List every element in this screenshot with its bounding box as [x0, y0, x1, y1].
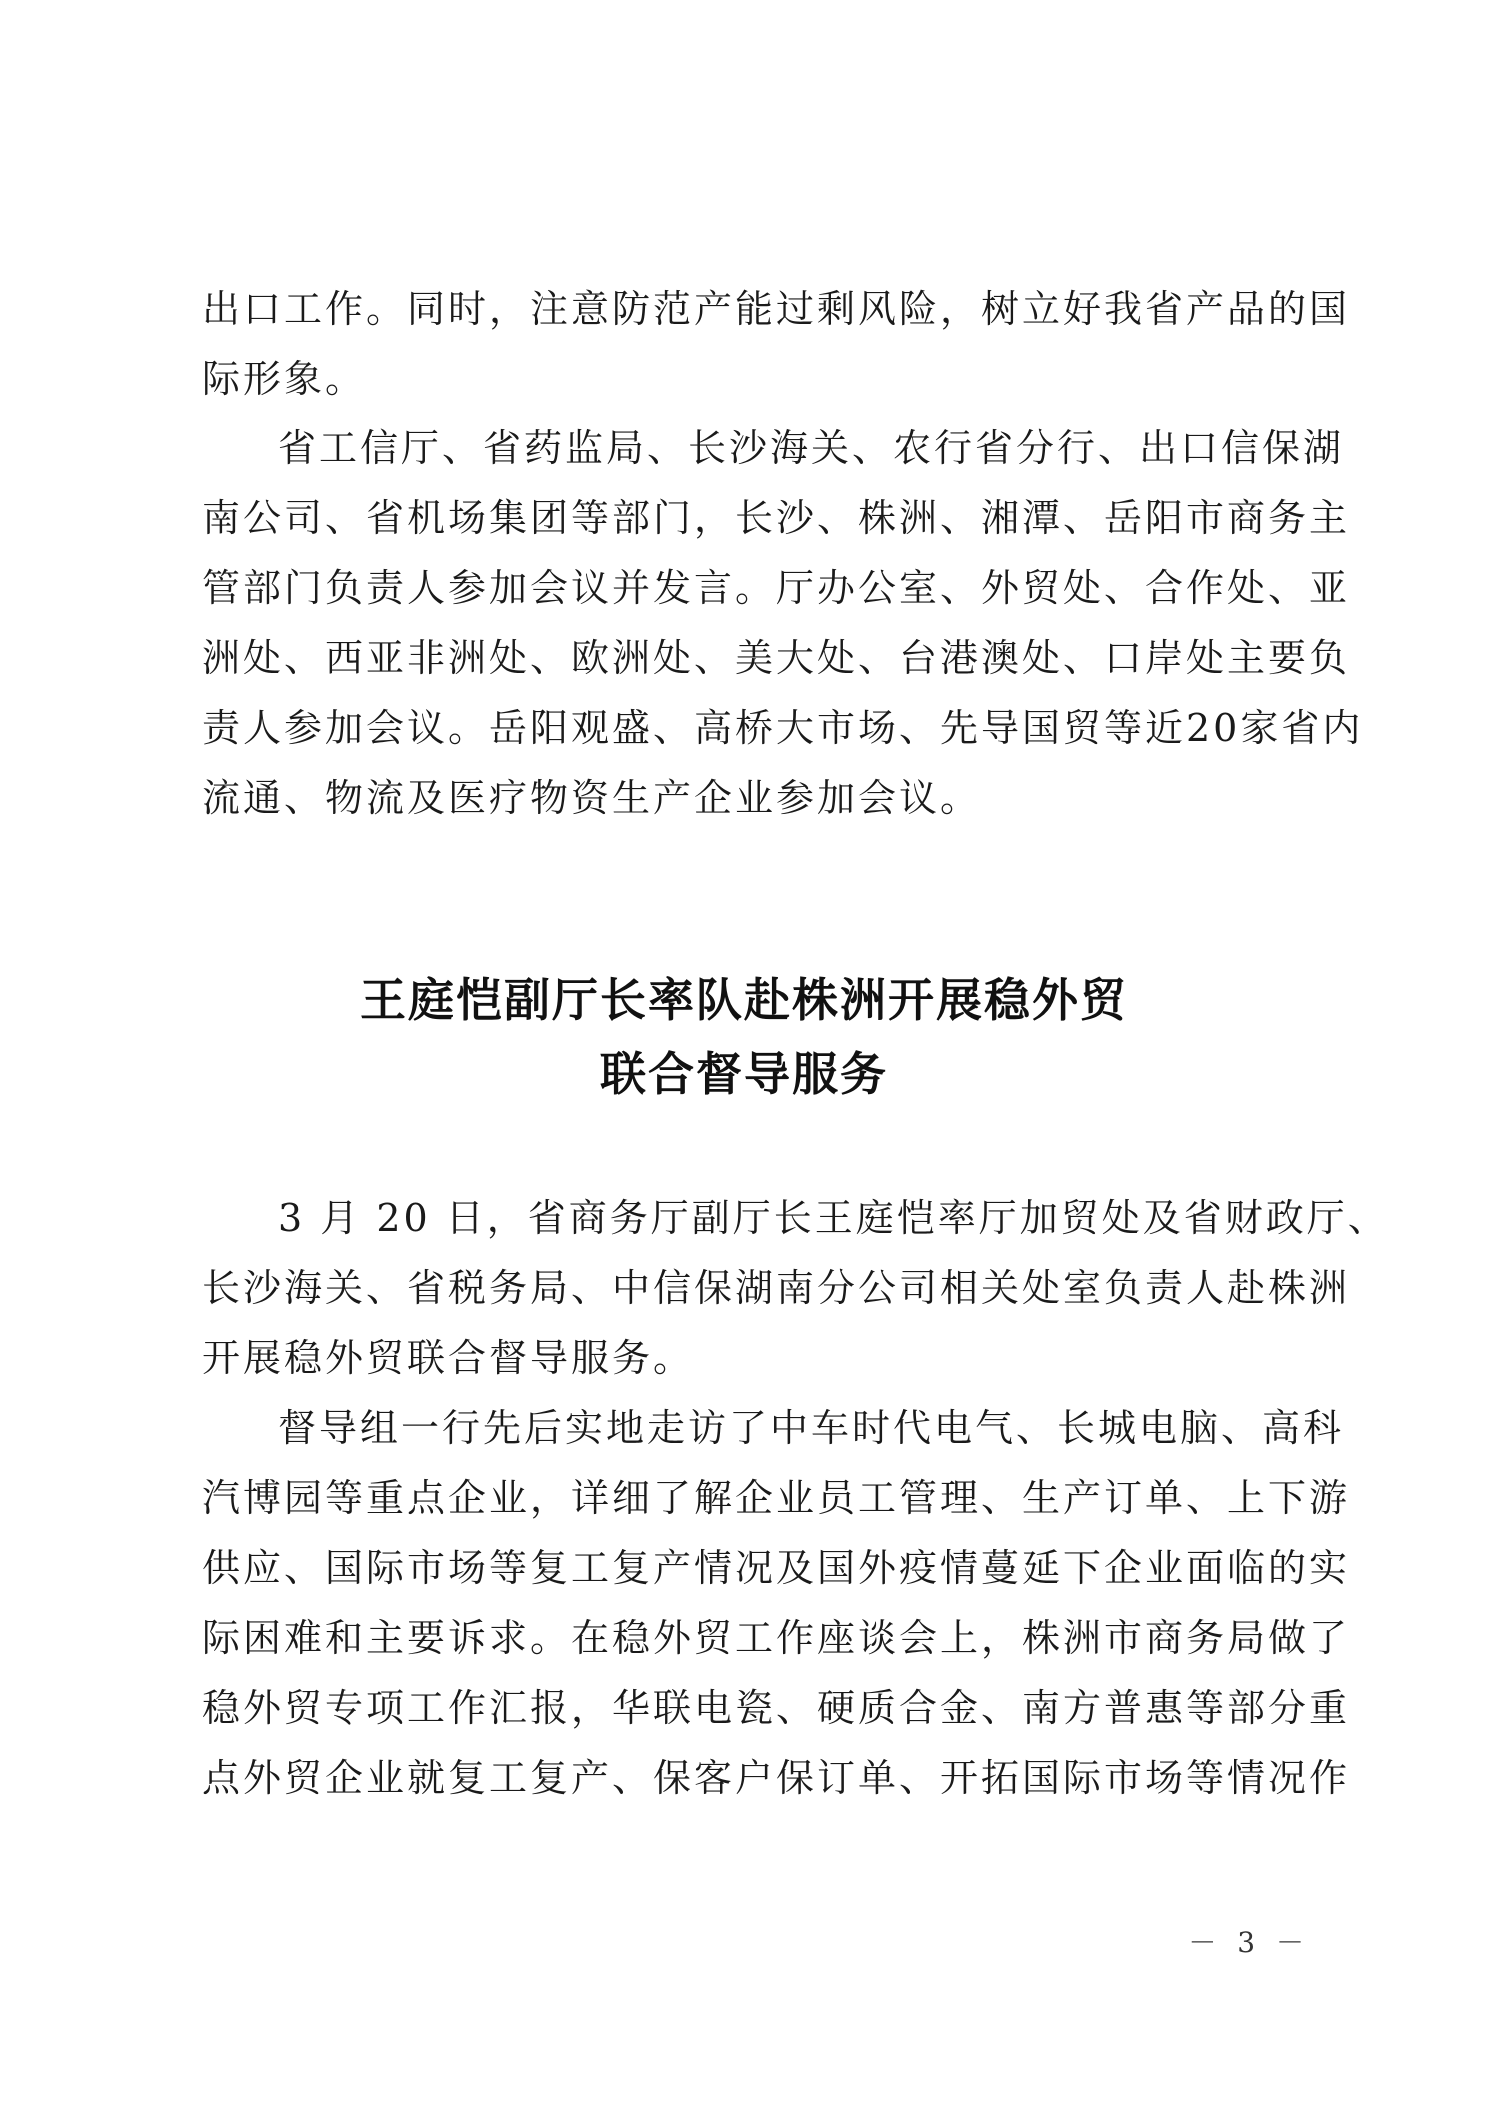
article-heading-line-2: 联合督导服务 [600, 1047, 888, 1101]
paragraph-4-line-2: 汽博园等重点企业，详细了解企业员工管理、生产订单、上下游 [202, 1476, 1351, 1520]
paragraph-4-line-6: 点外贸企业就复工复产、保客户保订单、开拓国际市场等情况作 [202, 1756, 1351, 1800]
paragraph-4-line-4: 际困难和主要诉求。在稳外贸工作座谈会上，株洲市商务局做了 [202, 1616, 1351, 1660]
paragraph-1-line-1: 出口工作。同时，注意防范产能过剩风险，树立好我省产品的国 [202, 287, 1351, 331]
paragraph-4-line-3: 供应、国际市场等复工复产情况及国外疫情蔓延下企业面临的实 [202, 1546, 1351, 1590]
paragraph-2-line-1: 省工信厅、省药监局、长沙海关、农行省分行、出口信保湖 [278, 426, 1345, 470]
paragraph-4-line-5: 稳外贸专项工作汇报，华联电瓷、硬质合金、南方普惠等部分重 [202, 1686, 1351, 1730]
paragraph-3-line-1: 3 月 20 日，省商务厅副厅长王庭恺率厅加贸处及省财政厅、 [278, 1196, 1389, 1240]
paragraph-2-line-4: 洲处、西亚非洲处、欧洲处、美大处、台港澳处、口岸处主要负 [202, 636, 1351, 680]
paragraph-2-line-3: 管部门负责人参加会议并发言。厅办公室、外贸处、合作处、亚 [202, 566, 1351, 610]
paragraph-3-line-2: 长沙海关、省税务局、中信保湖南分公司相关处室负责人赴株洲 [202, 1266, 1351, 1310]
page-number: － 3 － [1188, 1926, 1310, 1959]
paragraph-2-line-5: 责人参加会议。岳阳观盛、高桥大市场、先导国贸等近20家省内 [202, 706, 1364, 750]
paragraph-2-line-2: 南公司、省机场集团等部门，长沙、株洲、湘潭、岳阳市商务主 [202, 496, 1351, 540]
article-heading-line-1: 王庭恺副厅长率队赴株洲开展稳外贸 [360, 973, 1128, 1027]
paragraph-1-line-2: 际形象。 [202, 357, 367, 401]
paragraph-3-line-3: 开展稳外贸联合督导服务。 [202, 1336, 695, 1380]
paragraph-4-line-1: 督导组一行先后实地走访了中车时代电气、长城电脑、高科 [278, 1406, 1345, 1450]
paragraph-2-line-6: 流通、物流及医疗物资生产企业参加会议。 [202, 776, 982, 820]
